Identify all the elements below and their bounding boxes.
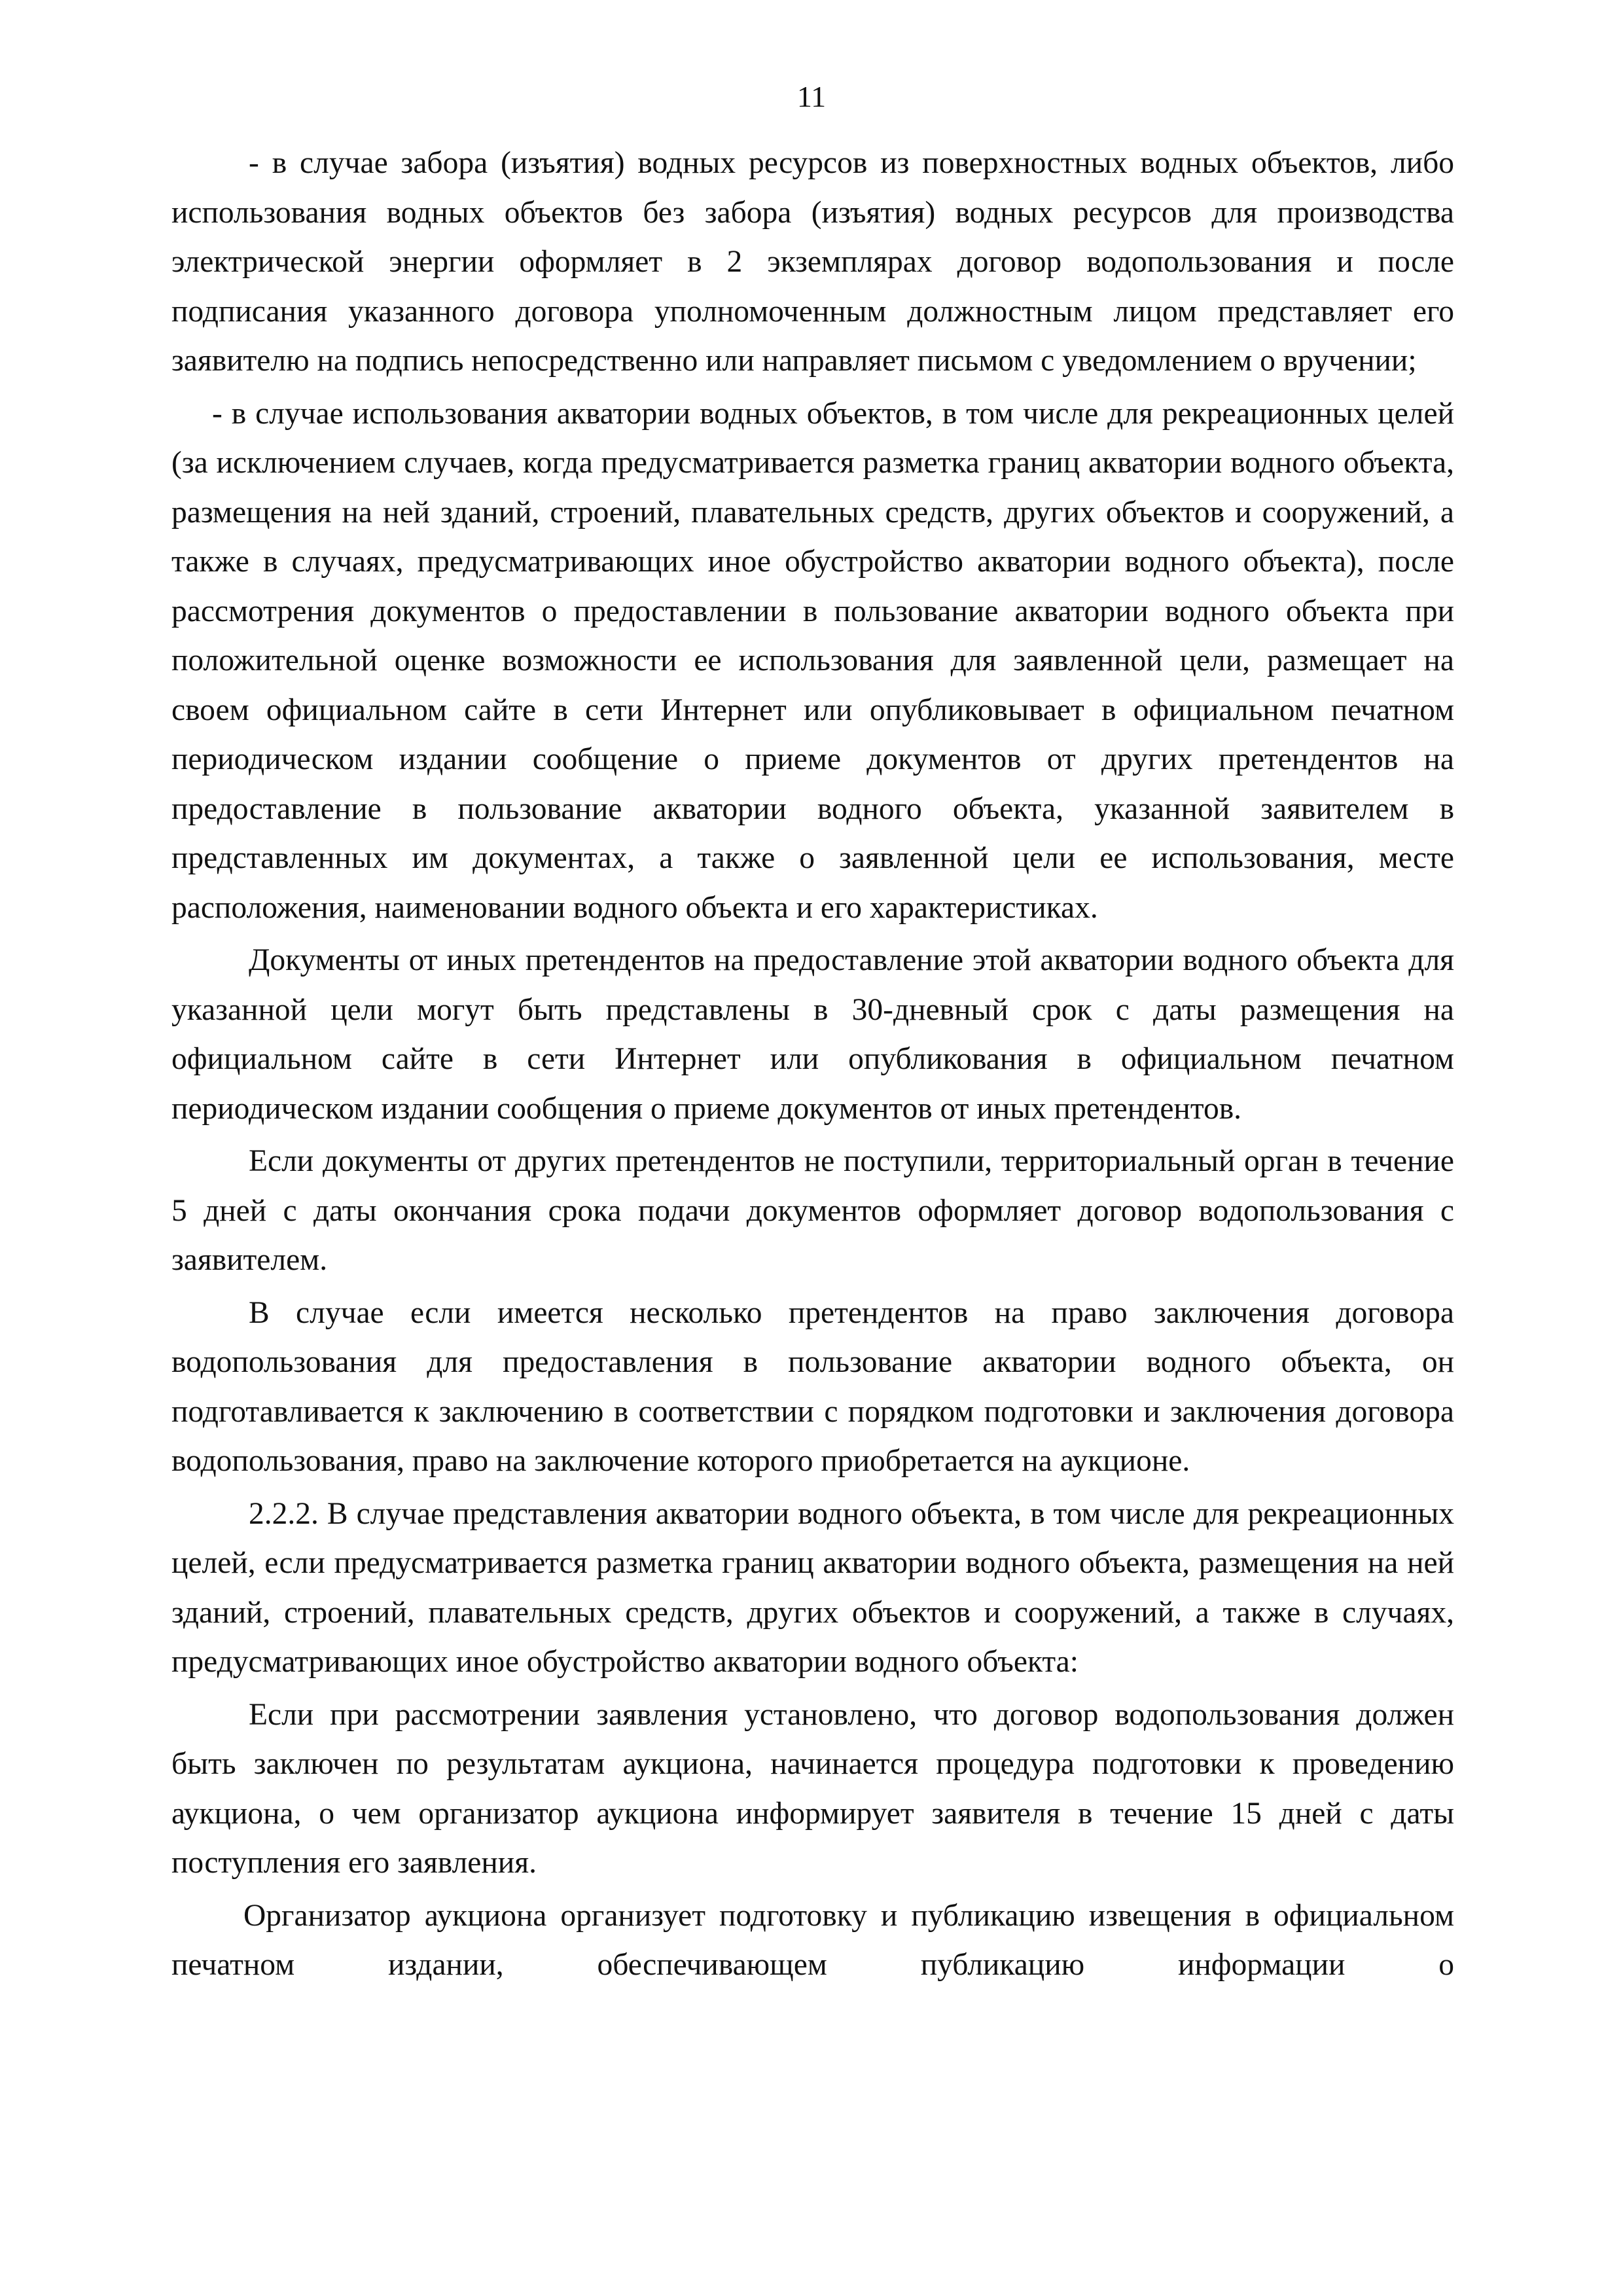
- paragraph-auction-organizer: Организатор аукциона организует подготовку и публикацию извещения в официальном печатном издании, обеспечивающем публикацию информации о: [171, 1898, 1454, 1982]
- paragraph-section-2-2-2: 2.2.2. В случае представления акватории водного объекта, в том числе для рекреационных целей, если предусматривается разметка границ акватории водного объекта, размещения на ней зданий, строений, плавательных средств, других объектов и сооружений, а также в случаях, предусматривающих иное обустройство акватории водного объекта:: [171, 1496, 1454, 1679]
- page-number: 11: [796, 80, 827, 113]
- paragraph-water-intake: - в случае забора (изъятия) водных ресурсов из поверхностных водных объектов, либо использования водных объектов без забора (изъятия) водных ресурсов для производства электрической энергии оформляет в 2 экземплярах договор водопользования и после подписания указанного договора уполномоченным должностным лицом представляет его заявителю на подпись непосредственно или направляет письмом с уведомлением о вручении;: [171, 146, 1454, 378]
- paragraph-other-applicants-documents: Документы от иных претендентов на предоставление этой акватории водного объекта для указанной цели могут быть представлены в 30-дневный срок с даты размещения на официальном сайте в сети Интернет или опубликования в официальном печатном периодическом издании сообщения о приеме документов от иных претендентов.: [171, 943, 1454, 1126]
- paragraph-water-area-use: - в случае использования акватории водных объектов, в том числе для рекреационных целей (за исключением случаев, когда предусматривается разметка границ акватории водного объекта, размещения на ней зданий, строений, плавательных средств, других объектов и сооружений, а также в случаях, предусматривающих иное обустройство акватории водного объекта), после рассмотрения документов о предоставлении в пользование акватории водного объекта при положительной оценке возможности ее использования для заявленной цели, размещает на своем официальном сайте в сети Интернет или опубликовывает в официальном печатном периодическом издании сообщение о приеме документов от других претендентов на предоставление в пользование акватории водного объекта, указанной заявителем в представленных им документах, а также о заявленной цели ее использования, месте расположения, наименовании водного объекта и его характеристиках.: [171, 396, 1454, 925]
- document-body: [171, 139, 1454, 1990]
- paragraph-no-other-applicants: Если документы от других претендентов не поступили, территориальный орган в течение 5 дней с даты окончания срока подачи документов оформляет договор водопользования с заявителем.: [171, 1144, 1454, 1277]
- paragraph-auction-procedure: Если при рассмотрении заявления установлено, что договор водопользования должен быть заключен по результатам аукциона, начинается процедура подготовки к проведению аукциона, о чем организатор аукциона информирует заявителя в течение 15 дней с даты поступления его заявления.: [171, 1697, 1454, 1880]
- paragraph-multiple-applicants: В случае если имеется несколько претендентов на право заключения договора водопользования для предоставления в пользование акватории водного объекта, он подготавливается к заключению в соответствии с порядком подготовки и заключения договора водопользования, право на заключение которого приобретается на аукционе.: [171, 1295, 1454, 1478]
